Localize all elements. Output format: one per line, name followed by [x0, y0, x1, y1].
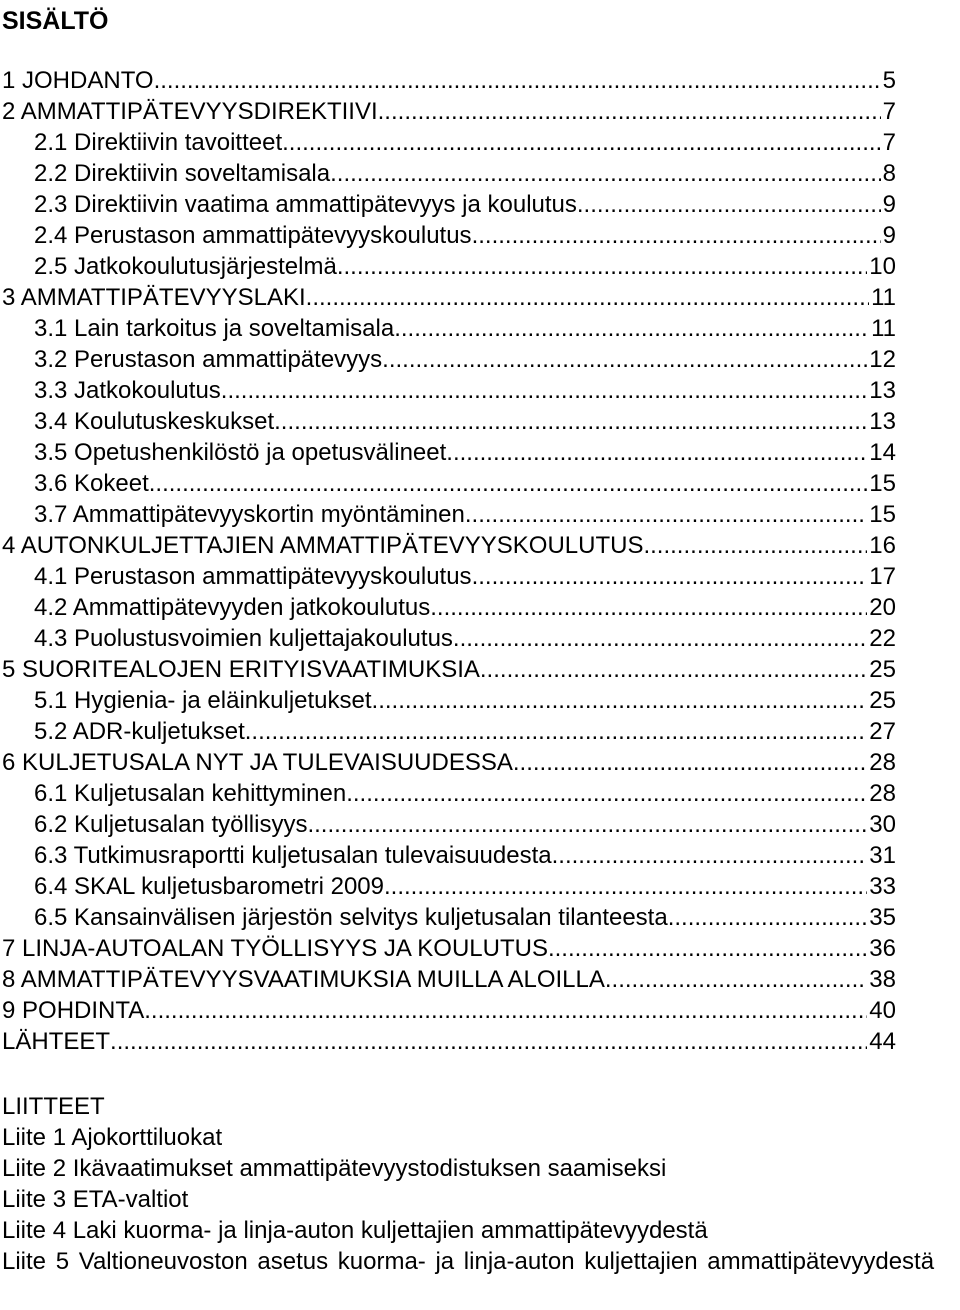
toc-entry[interactable]	[2, 437, 896, 468]
toc-entry-page-number: 30	[869, 811, 896, 838]
toc-entry-page-number: 13	[869, 377, 896, 404]
toc-entry-title: 2.2 Direktiivin soveltamisala	[34, 160, 331, 187]
toc-entry-page-number: 7	[882, 129, 896, 156]
toc-entry-page-number: 15	[869, 470, 896, 497]
toc-entry[interactable]	[2, 189, 896, 220]
toc-entry-page-number: 25	[869, 687, 896, 714]
toc-entry-title: 4.2 Ammattipätevyyden jatkokoulutus	[34, 594, 431, 621]
toc-entry-page-number: 20	[869, 594, 896, 621]
toc-dot-leader	[577, 189, 881, 220]
toc-dot-leader	[372, 685, 868, 716]
toc-entry[interactable]	[2, 1026, 896, 1057]
toc-entry[interactable]	[2, 406, 896, 437]
toc-entry-page-number: 14	[869, 439, 896, 466]
toc-entry-page-number: 27	[869, 718, 896, 745]
toc-entry[interactable]	[2, 468, 896, 499]
toc-entry[interactable]	[2, 654, 896, 685]
toc-entry-page-number: 38	[869, 966, 896, 993]
toc-dot-leader	[307, 809, 867, 840]
toc-dot-leader	[513, 747, 867, 778]
appendix-item: Liite 2 Ikävaatimukset ammattipätevyystodistuksen saamiseksi	[2, 1155, 667, 1182]
toc-entry-title: 4.1 Perustason ammattipätevyyskoulutus	[34, 563, 472, 590]
toc-entry-title: 6.2 Kuljetusalan työllisyys	[34, 811, 308, 838]
toc-entry-title: 2 AMMATTIPÄTEVYYSDIREKTIIVI	[2, 98, 378, 125]
toc-entry-page-number: 25	[869, 656, 896, 683]
toc-dot-leader	[384, 871, 867, 902]
toc-entry-title: 3.3 Jatkokoulutus	[34, 377, 221, 404]
toc-entry-page-number: 17	[869, 563, 896, 590]
toc-entry-title: 6 KULJETUSALA NYT JA TULEVAISUUDESSA	[2, 749, 513, 776]
toc-entry-title: 2.4 Perustason ammattipätevyyskoulutus	[34, 222, 472, 249]
toc-entry[interactable]	[2, 871, 896, 902]
toc-entry-page-number: 22	[869, 625, 896, 652]
toc-dot-leader	[282, 127, 881, 158]
toc-entry[interactable]	[2, 716, 896, 747]
appendix-list	[2, 1091, 958, 1277]
toc-dot-leader	[306, 282, 869, 313]
toc-entry-title: 3.6 Kokeet	[34, 470, 149, 497]
toc-entry-title: 1 JOHDANTO	[2, 67, 154, 94]
appendix-item: Liite 4 Laki kuorma- ja linja-auton kuljettajien ammattipätevyydestä	[2, 1217, 708, 1244]
toc-entry-title: 8 AMMATTIPÄTEVYYSVAATIMUKSIA MUILLA ALOILLA	[2, 966, 605, 993]
toc-entry[interactable]	[2, 623, 896, 654]
toc-entry-page-number: 9	[882, 191, 896, 218]
toc-entry-page-number: 10	[869, 253, 896, 280]
toc-entry-page-number: 16	[869, 532, 896, 559]
toc-entry[interactable]	[2, 499, 896, 530]
page-title: SISÄLTÖ	[2, 7, 109, 35]
toc-entry-title: 3 AMMATTIPÄTEVYYSLAKI	[2, 284, 306, 311]
toc-entry[interactable]	[2, 251, 896, 282]
toc-entry[interactable]	[2, 282, 896, 313]
toc-entry-page-number: 44	[869, 1028, 896, 1055]
toc-entry[interactable]	[2, 592, 896, 623]
toc-dot-leader	[446, 437, 867, 468]
toc-dot-leader	[548, 933, 867, 964]
toc-entry-title: 5 SUORITEALOJEN ERITYISVAATIMUKSIA	[2, 656, 480, 683]
toc-dot-leader	[149, 468, 868, 499]
toc-dot-leader	[605, 964, 867, 995]
toc-entry-page-number: 11	[871, 284, 896, 311]
toc-entry[interactable]	[2, 220, 896, 251]
toc-entry-page-number: 12	[869, 346, 896, 373]
toc-entry-page-number: 5	[882, 67, 896, 94]
toc-entry-title: 6.5 Kansainvälisen järjestön selvitys kuljetusalan tilanteesta	[34, 904, 668, 931]
toc-entry-page-number: 33	[869, 873, 896, 900]
toc-dot-leader	[378, 96, 881, 127]
toc-entry-title: 4 AUTONKULJETTAJIEN AMMATTIPÄTEVYYSKOULUTUS	[2, 532, 644, 559]
toc-entry-page-number: 35	[869, 904, 896, 931]
toc-entry[interactable]	[2, 933, 896, 964]
toc-entry-title: 3.2 Perustason ammattipätevyys	[34, 346, 383, 373]
toc-entry[interactable]	[2, 685, 896, 716]
toc-dot-leader	[346, 778, 867, 809]
appendix-item: Liite 1 Ajokorttiluokat	[2, 1124, 223, 1151]
toc-entry[interactable]	[2, 344, 896, 375]
toc-entry-title: 3.1 Lain tarkoitus ja soveltamisala	[34, 315, 395, 342]
toc-entry[interactable]	[2, 96, 896, 127]
toc-dot-leader	[337, 251, 867, 282]
toc-dot-leader	[472, 220, 881, 251]
toc-entry-title: 9 POHDINTA	[2, 997, 145, 1024]
toc-entry-title: 5.2 ADR-kuljetukset	[34, 718, 245, 745]
toc-entry-page-number: 9	[882, 222, 896, 249]
toc-entry[interactable]	[2, 313, 896, 344]
toc-entry-title: 5.1 Hygienia- ja eläinkuljetukset	[34, 687, 372, 714]
toc-entry[interactable]	[2, 809, 896, 840]
toc-entry-title: 4.3 Puolustusvoimien kuljettajakoulutus	[34, 625, 453, 652]
toc-dot-leader	[465, 499, 867, 530]
toc-entry-page-number: 28	[869, 780, 896, 807]
toc-entry-title: 3.4 Koulutuskeskukset	[34, 408, 275, 435]
toc-dot-leader	[245, 716, 868, 747]
appendix-heading: LIITTEET	[2, 1093, 105, 1120]
toc-entry-title: 6.1 Kuljetusalan kehittyminen	[34, 780, 347, 807]
appendix-item: Liite 3 ETA-valtiot	[2, 1186, 189, 1213]
appendix-item: Liite 5 Valtioneuvoston asetus kuorma- ja linja-auton kuljettajien ammattipätevyydestä	[2, 1248, 935, 1275]
toc-entry[interactable]	[2, 65, 896, 96]
toc-entry[interactable]	[2, 964, 896, 995]
toc-entry-page-number: 13	[869, 408, 896, 435]
toc-dot-leader	[330, 158, 881, 189]
toc-dot-leader	[480, 654, 867, 685]
toc-entry[interactable]	[2, 778, 896, 809]
toc-dot-leader	[668, 902, 868, 933]
toc-dot-leader	[453, 623, 867, 654]
toc-dot-leader	[274, 406, 867, 437]
toc-entry-title: 6.4 SKAL kuljetusbarometri 2009	[34, 873, 384, 900]
toc-entry-title: 7 LINJA-AUTOALAN TYÖLLISYYS JA KOULUTUS	[2, 935, 548, 962]
table-of-contents	[2, 65, 896, 1057]
toc-entry-title: 2.5 Jatkokoulutusjärjestelmä	[34, 253, 337, 280]
toc-dot-leader	[110, 1026, 867, 1057]
toc-entry-title: 2.3 Direktiivin vaatima ammattipätevyys ja koulutus	[34, 191, 577, 218]
toc-entry-page-number: 31	[869, 842, 896, 869]
toc-entry-title: 3.7 Ammattipätevyyskortin myöntäminen	[34, 501, 465, 528]
toc-entry[interactable]	[2, 530, 896, 561]
toc-entry-title: 3.5 Opetushenkilöstö ja opetusvälineet	[34, 439, 447, 466]
toc-entry-page-number: 8	[882, 160, 896, 187]
toc-entry[interactable]	[2, 375, 896, 406]
toc-entry[interactable]	[2, 747, 896, 778]
toc-entry-page-number: 40	[869, 997, 896, 1024]
toc-entry[interactable]	[2, 127, 896, 158]
toc-dot-leader	[154, 65, 881, 96]
toc-entry[interactable]	[2, 158, 896, 189]
toc-dot-leader	[643, 530, 867, 561]
toc-dot-leader	[394, 313, 869, 344]
toc-entry-page-number: 7	[882, 98, 896, 125]
toc-entry-page-number: 28	[869, 749, 896, 776]
toc-dot-leader	[144, 995, 867, 1026]
toc-entry-page-number: 15	[869, 501, 896, 528]
toc-dot-leader	[382, 344, 867, 375]
toc-entry-page-number: 36	[869, 935, 896, 962]
toc-entry-page-number: 11	[871, 315, 896, 342]
toc-entry-title: 6.3 Tutkimusraportti kuljetusalan tulevaisuudesta	[34, 842, 552, 869]
toc-entry-title: 2.1 Direktiivin tavoitteet	[34, 129, 283, 156]
toc-dot-leader	[472, 561, 868, 592]
toc-dot-leader	[552, 840, 868, 871]
toc-entry[interactable]	[2, 561, 896, 592]
toc-dot-leader	[430, 592, 867, 623]
toc-dot-leader	[221, 375, 868, 406]
toc-entry[interactable]	[2, 902, 896, 933]
toc-entry[interactable]	[2, 840, 896, 871]
toc-entry-title: LÄHTEET	[2, 1028, 111, 1055]
toc-entry[interactable]	[2, 995, 896, 1026]
